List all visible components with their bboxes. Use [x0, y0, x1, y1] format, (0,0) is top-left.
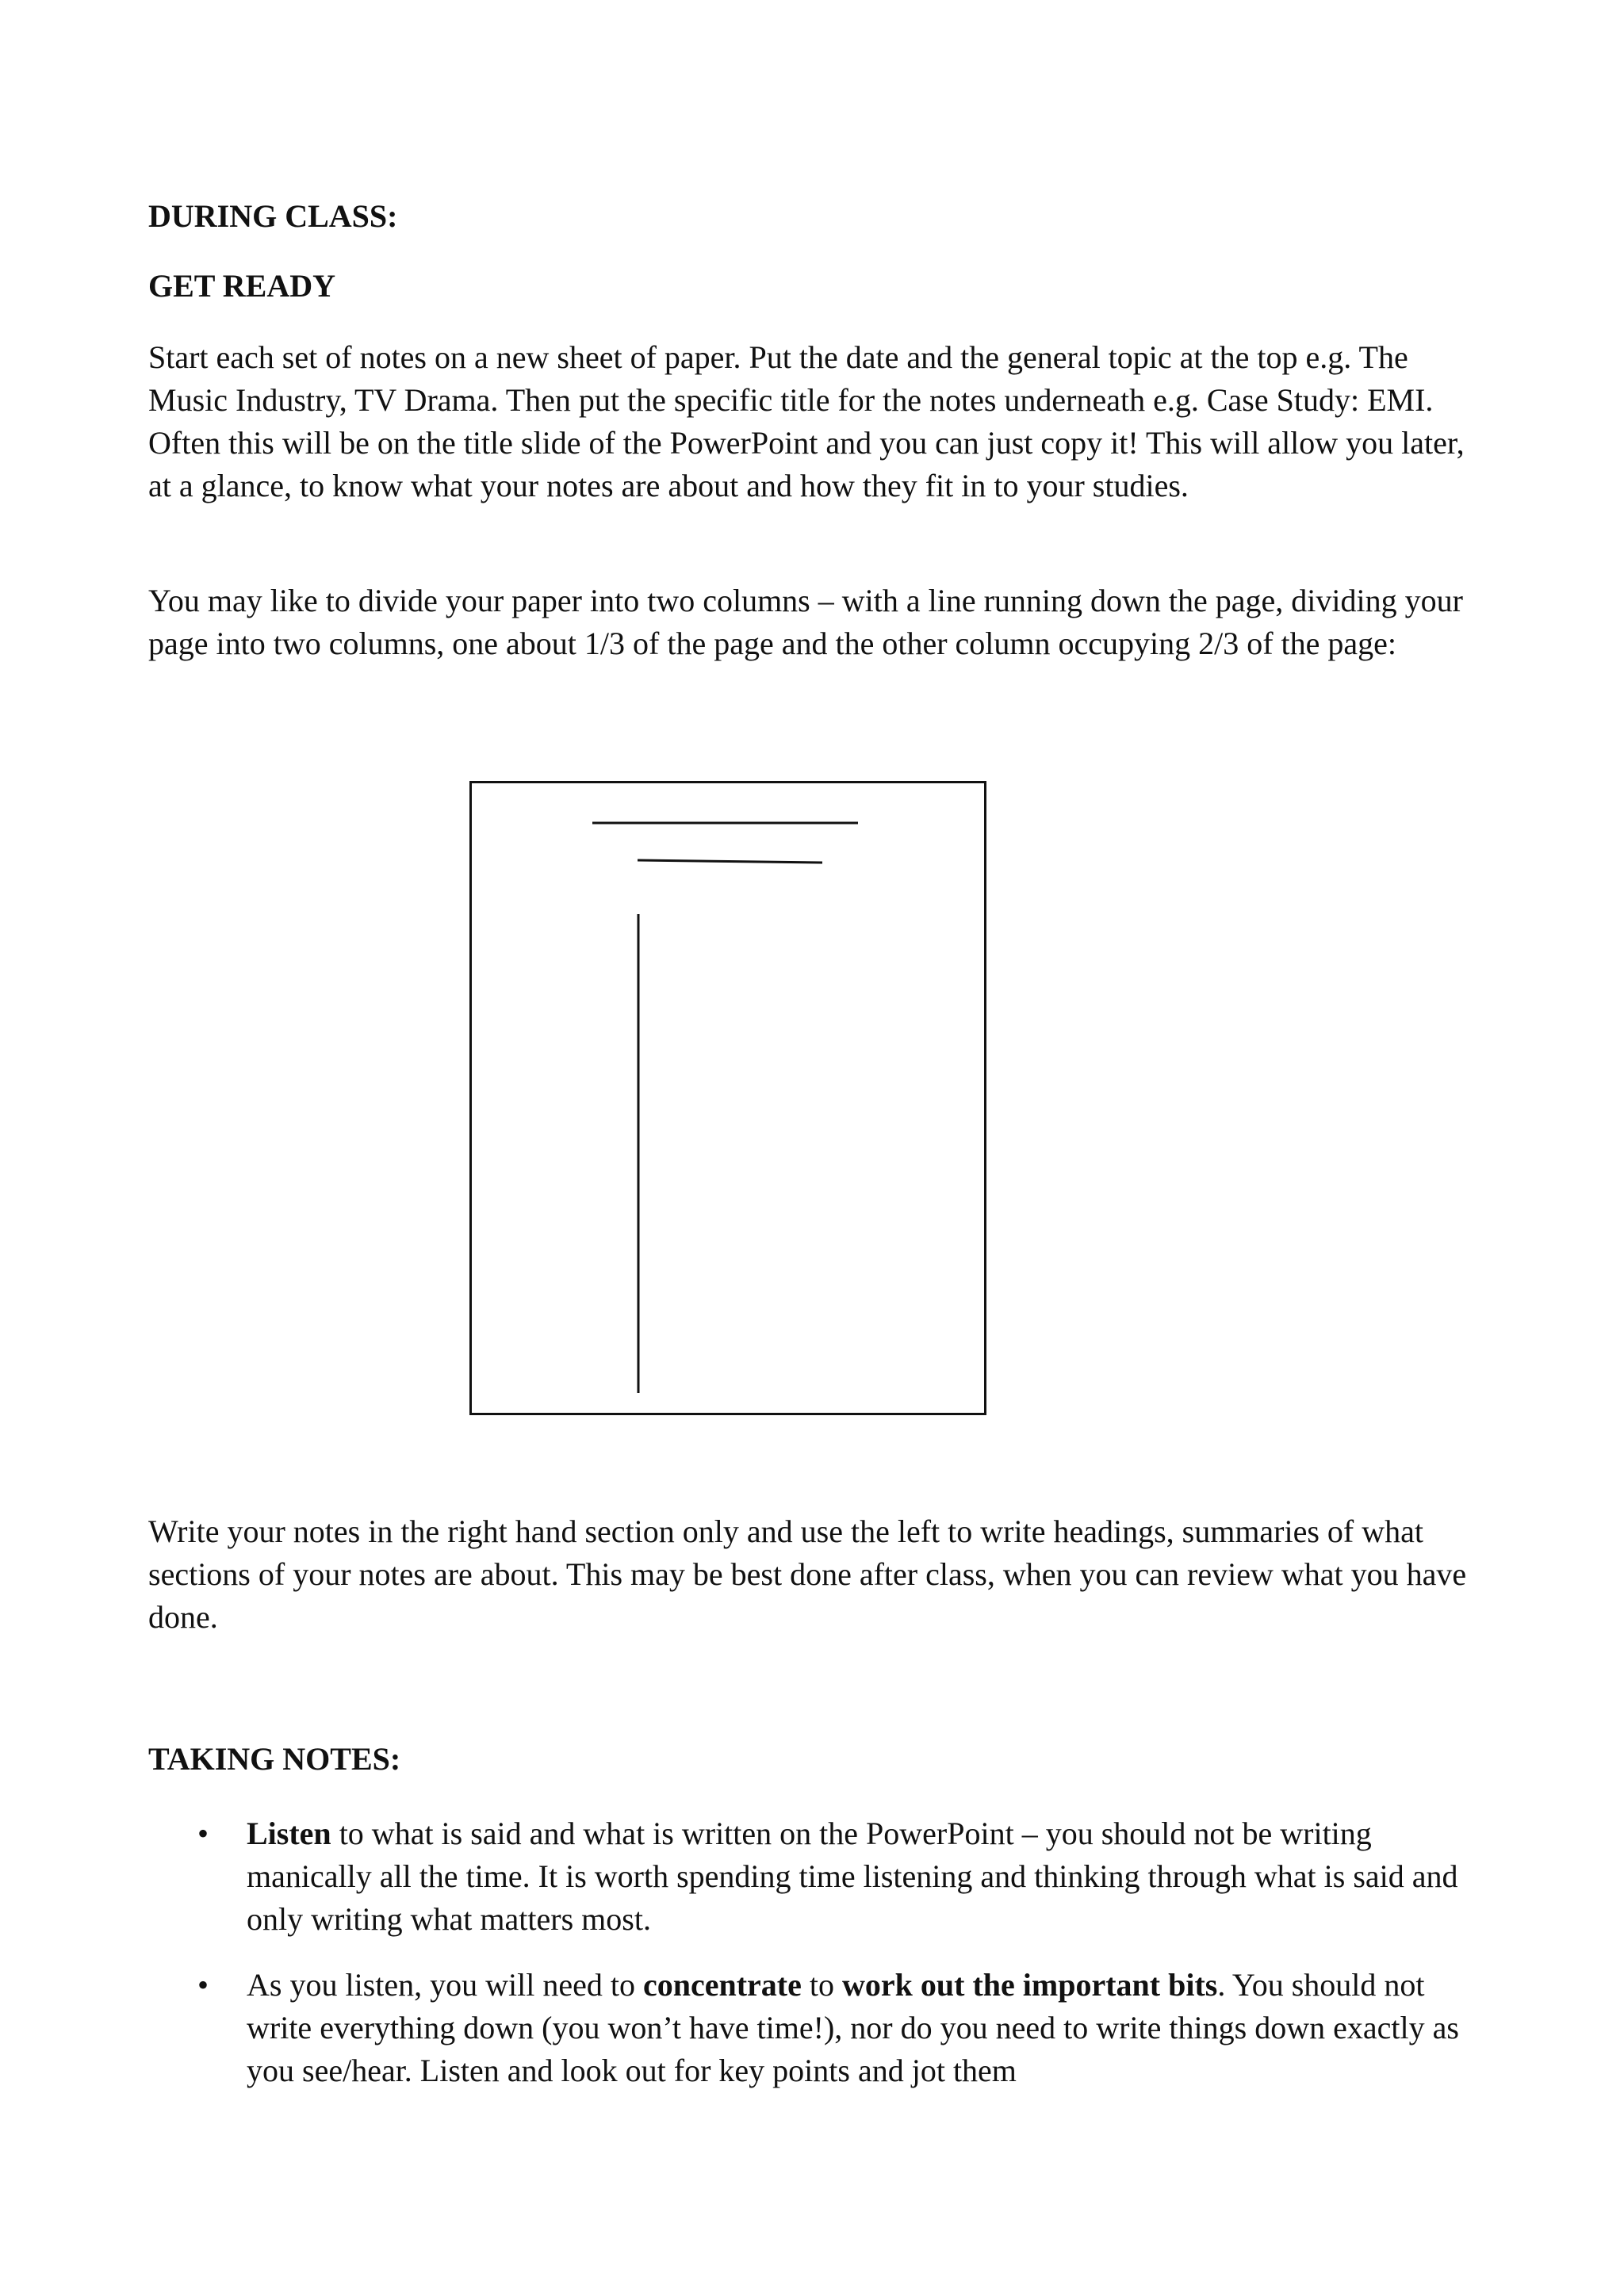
concentrate-bold-text: concentrate	[642, 1967, 802, 2003]
important-bits-bold-text: work out the important bits	[842, 1967, 1218, 2003]
concentrate-joiner-text: to	[801, 1967, 842, 2003]
list-item	[148, 1812, 1488, 1941]
taking-notes-list	[148, 1812, 1488, 2092]
listen-bold-text: Listen	[247, 1816, 331, 1851]
get-ready-heading: GET READY	[148, 268, 335, 304]
listen-body-text: to what is said and what is written on the PowerPoint – you should not be writing manically all the time. It is worth spending time listening and thinking through what is said and only writing what matters most.	[247, 1816, 1458, 1937]
bullet-icon: •	[197, 1816, 209, 1851]
list-item	[148, 1964, 1488, 2092]
taking-notes-heading: TAKING NOTES:	[148, 1741, 401, 1777]
get-ready-paragraph-3: Write your notes in the right hand section only and use the left to write headings, summaries of what sections of your notes are about. This may be best done after class, when you can review what you have done.	[148, 1513, 1467, 1635]
concentrate-body-text: . You should not write everything down (you won’t have time!), nor do you need to write things down exactly as you see/hear. Listen and look out for key points and jot them	[247, 1967, 1459, 2088]
two-column-page-diagram	[469, 781, 986, 1415]
bullet-icon: •	[197, 1967, 209, 2003]
concentrate-lead-text: As you listen, you will need to	[247, 1967, 643, 2003]
during-class-heading: DURING CLASS:	[148, 198, 398, 234]
get-ready-paragraph-1: Start each set of notes on a new sheet of paper. Put the date and the general topic at the top e.g. The Music Industry, TV Drama. Then put the specific title for the notes underneath e.g. Case Study: EMI. Often this will be on the title slide of the PowerPoint and you can just copy it! This will allow you later, at a glance, to know what your notes are about and how they fit in to your studies.	[148, 339, 1465, 503]
get-ready-paragraph-2: You may like to divide your paper into two columns – with a line running down the page, dividing your page into two columns, one about 1/3 of the page and the other column occupying 2/3 of the page:	[148, 583, 1463, 661]
title-line	[638, 860, 822, 863]
page-outline	[471, 783, 986, 1414]
